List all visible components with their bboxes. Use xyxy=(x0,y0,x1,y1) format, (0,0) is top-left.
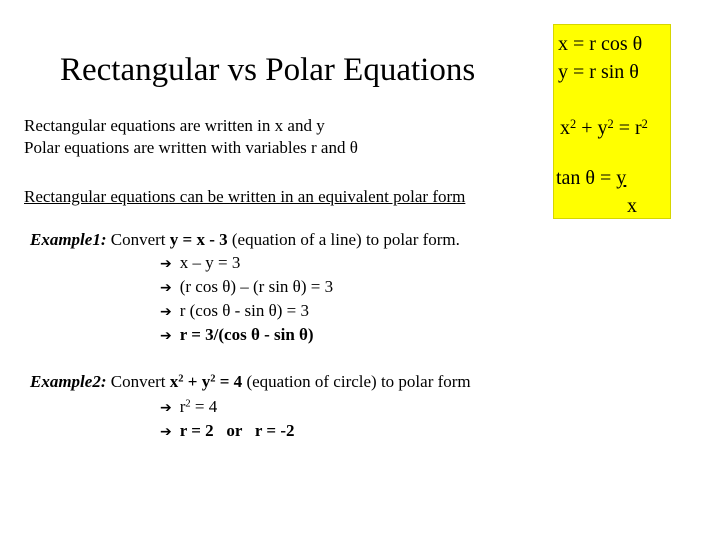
text-rectangular: Rectangular equations are written in x and y xyxy=(24,116,325,135)
formula-tan: tan θ = y xyxy=(556,167,627,189)
arrow-icon: ➔ xyxy=(160,328,172,344)
arrow-icon: ➔ xyxy=(160,424,172,440)
formula-x: x = r cos θ xyxy=(558,33,643,55)
text-polar: Polar equations are written with variables r and θ xyxy=(24,138,358,157)
formula-pythagorean: $x^2 + y^2 = r^2$ xyxy=(560,116,648,139)
example2-heading: Example2: Convert $x^2 + y^2 = 4$ (equation of circle) to polar form xyxy=(30,372,471,391)
example1-step1: ➔ x – y = 3 xyxy=(160,253,241,272)
arrow-icon: ➔ xyxy=(160,280,172,296)
example1-step4: ➔ r = 3/(cos θ - sin θ) xyxy=(160,325,314,344)
formula-y: y = r sin θ xyxy=(558,61,639,83)
arrow-icon: ➔ xyxy=(160,400,172,416)
example1-heading: Example1: Convert y = x - 3 (equation of a line) to polar form. xyxy=(30,230,460,249)
example2-step1: ➔ $r^2 = 4$ xyxy=(160,397,218,416)
page-title: Rectangular vs Polar Equations xyxy=(60,52,476,88)
arrow-icon: ➔ xyxy=(160,256,172,272)
example1-step3: ➔ r (cos θ - sin θ) = 3 xyxy=(160,301,310,320)
example2-step2: ➔ r = 2 or r = -2 xyxy=(160,421,295,440)
text-equivalent: Rectangular equations can be written in an equivalent polar form xyxy=(24,187,466,206)
arrow-icon: ➔ xyxy=(160,304,172,320)
example1-step2: ➔ (r cos θ) – (r sin θ) = 3 xyxy=(160,277,334,296)
formula-tan-denominator: x xyxy=(627,195,637,217)
